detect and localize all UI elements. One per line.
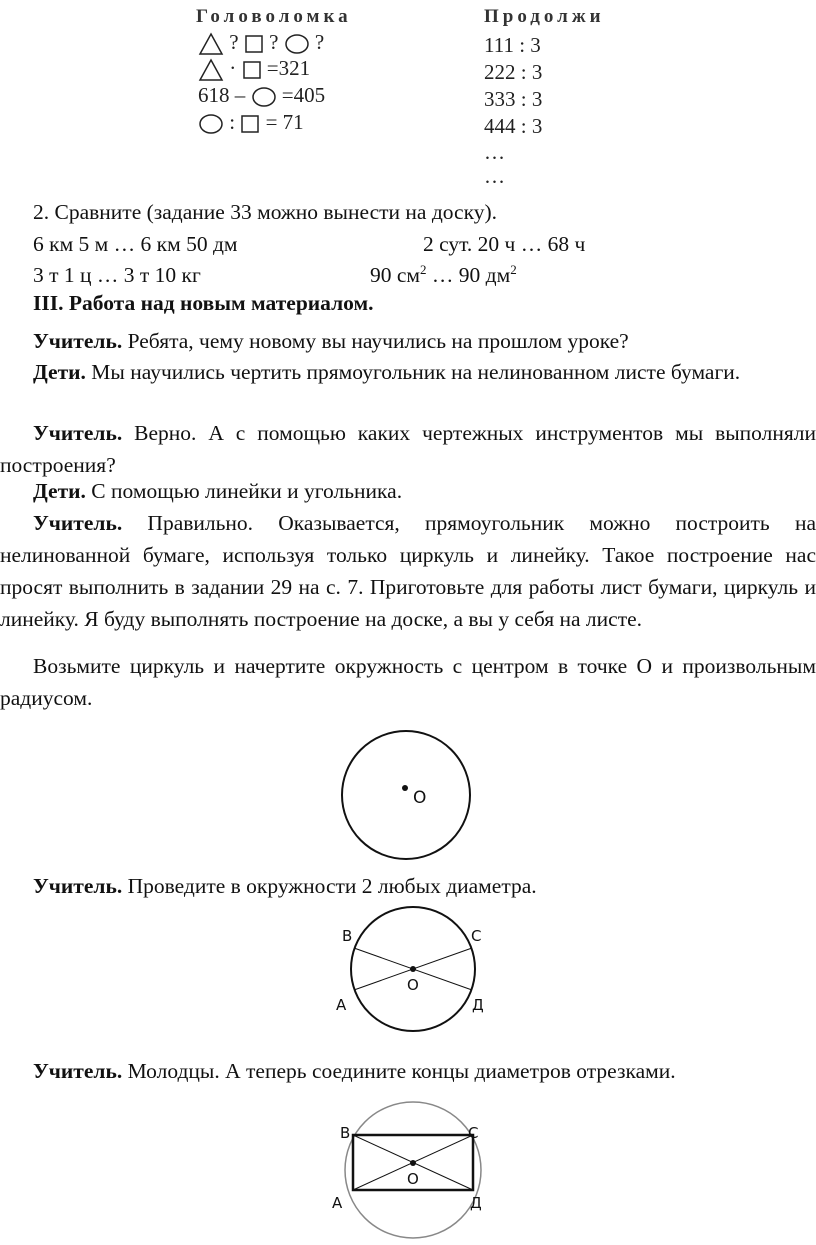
puzzle-row-1 [198, 30, 324, 58]
point-label-d: Д [470, 1194, 482, 1212]
center-point [410, 1160, 416, 1166]
puzzle-op: ? [229, 30, 239, 54]
puzzle-row-3 [198, 83, 325, 111]
dialog-paragraph-3 [0, 417, 816, 481]
utterance: Правильно. Оказывается, прямоугольник можно построить на нелинованной бумаге, используя только циркуль и линейку. Такое построение нас просят выполнить в задании 29 на с. 7. Приготовьте для работы лист бумаги, циркуль и линейку. Я буду выполнять построение на доске, а вы у себя на листе. [0, 511, 816, 631]
point-label-d: Д [472, 996, 484, 1014]
center-point [410, 966, 416, 972]
compare-heading: 2. Сравните (задание 33 можно вынести на доску). [33, 200, 498, 224]
puzzle-row-2 [198, 56, 310, 84]
continue-line: 333 : 3 [484, 87, 543, 111]
compare-left-2: 3 т 1 ц … 3 т 10 кг [33, 263, 201, 287]
teacher-line-2 [33, 1055, 676, 1087]
compare-right-2 [370, 259, 517, 291]
diameters-figure [330, 904, 500, 1034]
utterance: Проведите в окружности 2 любых диаметра. [122, 874, 537, 898]
dialog-paragraph-5 [0, 507, 816, 635]
continue-line: 444 : 3 [484, 114, 543, 138]
utterance: Ребята, чему новому вы научились на прошлом уроке? [122, 329, 629, 353]
circle-icon [251, 86, 277, 108]
continue-line: … [484, 164, 505, 188]
speaker: Дети. [33, 479, 86, 503]
instruction-paragraph: Возьмите циркуль и начертите окружность с центром в точке О и произвольным радиусом. [0, 654, 816, 710]
triangle-icon [198, 58, 224, 82]
exponent: 2 [420, 262, 427, 277]
puzzle-op: ? [314, 30, 325, 54]
puzzle-result: =405 [281, 83, 326, 107]
square-icon [242, 60, 262, 80]
utterance: Верно. А с помощью каких чертежных инструментов мы выполняли построения? [0, 421, 816, 477]
puzzle-result: = 71 [265, 110, 304, 134]
section-heading: III. Работа над новым материалом. [33, 291, 374, 315]
center-label: О [407, 1170, 419, 1188]
point-label-a: А [336, 996, 347, 1014]
speaker: Учитель. [33, 421, 123, 445]
compare-left-1: 6 км 5 м … 6 км 50 дм [33, 232, 238, 256]
point-label-c: С [471, 927, 482, 945]
puzzle-op: ? [269, 30, 279, 54]
rectangle-figure [330, 1100, 500, 1243]
continue-line: 111 : 3 [484, 33, 541, 57]
circle-icon [284, 33, 310, 55]
center-label: О [413, 788, 427, 808]
square-icon [244, 34, 264, 54]
continue-title: Продолжи [484, 6, 605, 27]
triangle-icon [198, 32, 224, 56]
compare-right-2-b: … 90 дм [426, 263, 511, 287]
speaker: Учитель. [33, 329, 123, 353]
puzzle-op: · [229, 56, 237, 80]
teacher-line-1 [33, 870, 537, 902]
speaker: Учитель. [33, 1059, 123, 1083]
continue-list [484, 32, 542, 188]
center-label: О [407, 976, 419, 994]
circle-outline [342, 731, 470, 859]
center-point [402, 785, 408, 791]
puzzle-title: Головоломка [196, 6, 352, 27]
dialog-paragraph-1 [0, 325, 816, 357]
utterance: Мы научились чертить прямоугольник на нелинованном листе бумаги. [85, 360, 741, 384]
dialog-paragraph-2 [0, 356, 816, 388]
speaker: Учитель. [33, 874, 123, 898]
utterance: Молодцы. А теперь соедините концы диаметров отрезками. [122, 1059, 676, 1083]
circle-icon [198, 113, 224, 135]
point-label-a: А [332, 1194, 343, 1212]
point-label-b: В [340, 1124, 351, 1142]
square-icon [240, 114, 260, 134]
speaker: Учитель. [33, 511, 123, 535]
puzzle-op: : [229, 110, 236, 134]
puzzle-result: =321 [266, 56, 311, 80]
dialog-paragraph-4 [0, 475, 816, 507]
point-label-c: С [468, 1124, 479, 1142]
compare-right-1: 2 сут. 20 ч … 68 ч [423, 232, 586, 256]
compare-right-2-a: 90 см [370, 263, 421, 287]
circle-figure [336, 726, 476, 866]
puzzle-row-4 [198, 110, 304, 138]
exponent: 2 [510, 262, 517, 277]
speaker: Дети. [33, 360, 86, 384]
continue-line: 222 : 3 [484, 60, 543, 84]
puzzle-op: 618 – [198, 83, 246, 107]
point-label-b: В [342, 927, 353, 945]
continue-line: … [484, 140, 505, 164]
utterance: С помощью линейки и угольника. [85, 479, 403, 503]
